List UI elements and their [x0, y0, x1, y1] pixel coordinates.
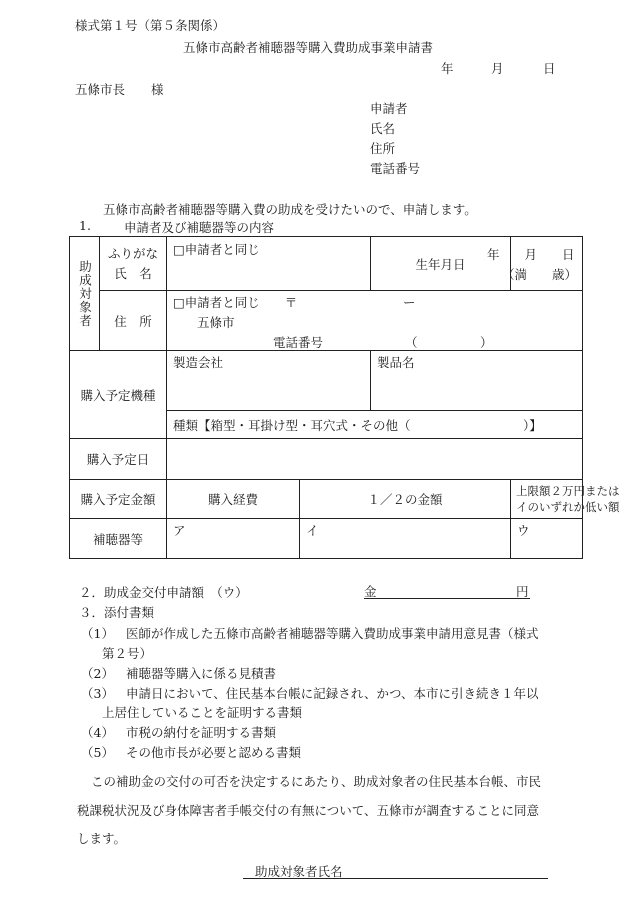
- address-phone-paren[interactable]: （ ）: [405, 335, 493, 350]
- address-input-cell[interactable]: [167, 291, 583, 351]
- amount-i-cell[interactable]: [300, 519, 511, 559]
- application-table: [69, 236, 620, 559]
- attachment-text-5: その他市長が必要と認める書類: [126, 745, 302, 760]
- furigana-label: ふりがな: [107, 245, 158, 261]
- product-cell[interactable]: [371, 351, 583, 411]
- purchase-date-label: 購入予定日: [86, 452, 150, 467]
- col-a-label: ア: [173, 523, 186, 538]
- name-input-cell[interactable]: [167, 237, 371, 291]
- purchase-date-label-cell: [70, 439, 167, 480]
- applicant-phone-field[interactable]: 電話番号: [370, 161, 421, 176]
- limit-line-1: 上限額２万円または: [516, 484, 620, 498]
- applicant-name-field[interactable]: 氏名: [370, 121, 396, 136]
- furigana-name-label-cell: [100, 237, 167, 291]
- purchase-amount-label: 購入予定金額: [80, 492, 156, 507]
- intro-text: 五條市高齢者補聴器等購入費の助成を受けたいので、申請します。: [103, 202, 477, 217]
- postal-dash: ー: [403, 295, 416, 310]
- applicant-address-field[interactable]: 住所: [370, 141, 396, 156]
- kin-label: 金: [364, 584, 377, 599]
- signature-label: 助成対象者氏名: [255, 864, 343, 879]
- purchase-device-label: 購入予定機種: [80, 387, 156, 403]
- product-label: 製品名: [377, 355, 415, 370]
- col-i-label: イ: [306, 523, 319, 538]
- attachment-text-2: 補聴器等購入に係る見積書: [126, 666, 277, 681]
- attachment-text-3: 申請日において、住民基本台帳に記録され、かつ、本市に引き続き１年以: [126, 686, 539, 701]
- maker-cell[interactable]: [167, 351, 371, 411]
- section1-number: 1.: [79, 218, 91, 233]
- subject-label-cell: [70, 237, 100, 351]
- date-month[interactable]: 月: [491, 61, 504, 76]
- purchase-amount-label-cell: [70, 480, 167, 519]
- applicant-label: 申請者: [370, 101, 408, 116]
- consent-line-2: 税課税状況及び身体障害者手帳交付の有無について、五條市が調査することに同意: [77, 803, 540, 818]
- date-year[interactable]: 年: [441, 61, 454, 76]
- hearing-aids-label: 補聴器等: [92, 531, 143, 547]
- date-day[interactable]: 日: [543, 61, 556, 76]
- city-label: 五條市: [197, 315, 235, 330]
- attachment-num-1: （1）: [81, 626, 114, 641]
- purchase-cost-label: 購入経費: [207, 492, 258, 507]
- section1-title: 申請者及び補聴器等の内容: [124, 220, 275, 235]
- address-label-cell: [100, 291, 167, 351]
- maker-label: 製造会社: [173, 355, 224, 370]
- type-cell[interactable]: [167, 411, 583, 439]
- attachment-cont-3: 上居住していることを証明する書類: [102, 705, 303, 720]
- attachment-num-3: （3）: [81, 686, 114, 701]
- purchase-date-input-cell[interactable]: [167, 439, 583, 480]
- attachment-cont-1: 第２号）: [102, 646, 153, 661]
- consent-line-1: この補助金の交付の可否を決定するにあたり、助成対象者の住民基本台帳、市民: [91, 774, 542, 789]
- addressee: 五條市長: [75, 82, 126, 97]
- page-title: 五條市高齢者補聴器等購入費助成事業申請書: [183, 40, 434, 55]
- hearing-aids-label-cell: [70, 519, 167, 559]
- purchase-cost-header-cell: [167, 480, 300, 519]
- address-same-as-applicant-checkbox[interactable]: □申請者と同じ 〒: [173, 295, 298, 310]
- attachment-text-1: 医師が作成した五條市高齢者補聴器等購入費助成事業申請用意見書（様式: [126, 626, 539, 641]
- name-label: 氏 名: [114, 265, 152, 281]
- address-label: 住 所: [114, 313, 152, 329]
- birthdate-label: 生年月日: [415, 256, 466, 272]
- subject-label: 助成対象者: [77, 259, 93, 328]
- attachment-num-4: （4）: [81, 725, 114, 740]
- purchase-device-label-cell: [70, 351, 167, 439]
- col-u-label: ウ: [517, 523, 530, 538]
- limit-line-2: イのいずれか低い額: [516, 500, 620, 514]
- addressee-honorific: 様: [151, 82, 164, 97]
- form-number: 様式第１号（第５条関係）: [75, 18, 226, 33]
- attachment-num-5: （5）: [81, 745, 114, 760]
- half-amount-label: １／２の金額: [367, 492, 443, 507]
- amount-a-cell[interactable]: [167, 519, 300, 559]
- address-phone-label: 電話番号: [273, 335, 324, 350]
- section2-label: ２．助成金交付申請額 （ウ）: [79, 585, 248, 600]
- limit-header-cell: [511, 480, 620, 519]
- attachment-num-2: （2）: [81, 666, 114, 681]
- attachment-text-4: 市税の納付を証明する書類: [126, 725, 277, 740]
- section3-label: ３．添付書類: [79, 605, 155, 620]
- signature-field[interactable]: [243, 862, 548, 879]
- type-line: 種類【箱型・耳掛け型・耳穴式・その他（ ）】: [173, 417, 542, 433]
- name-same-as-applicant-checkbox[interactable]: □申請者と同じ: [173, 242, 260, 257]
- birth-age: （満 歳）: [502, 267, 578, 282]
- birth-ymd: 年 月 日: [487, 247, 575, 262]
- half-amount-header-cell: [300, 480, 511, 519]
- amount-u-cell[interactable]: [511, 519, 583, 559]
- application-amount-field[interactable]: [364, 582, 530, 599]
- yen-label: 円: [516, 584, 529, 599]
- consent-line-3: します。: [77, 831, 127, 846]
